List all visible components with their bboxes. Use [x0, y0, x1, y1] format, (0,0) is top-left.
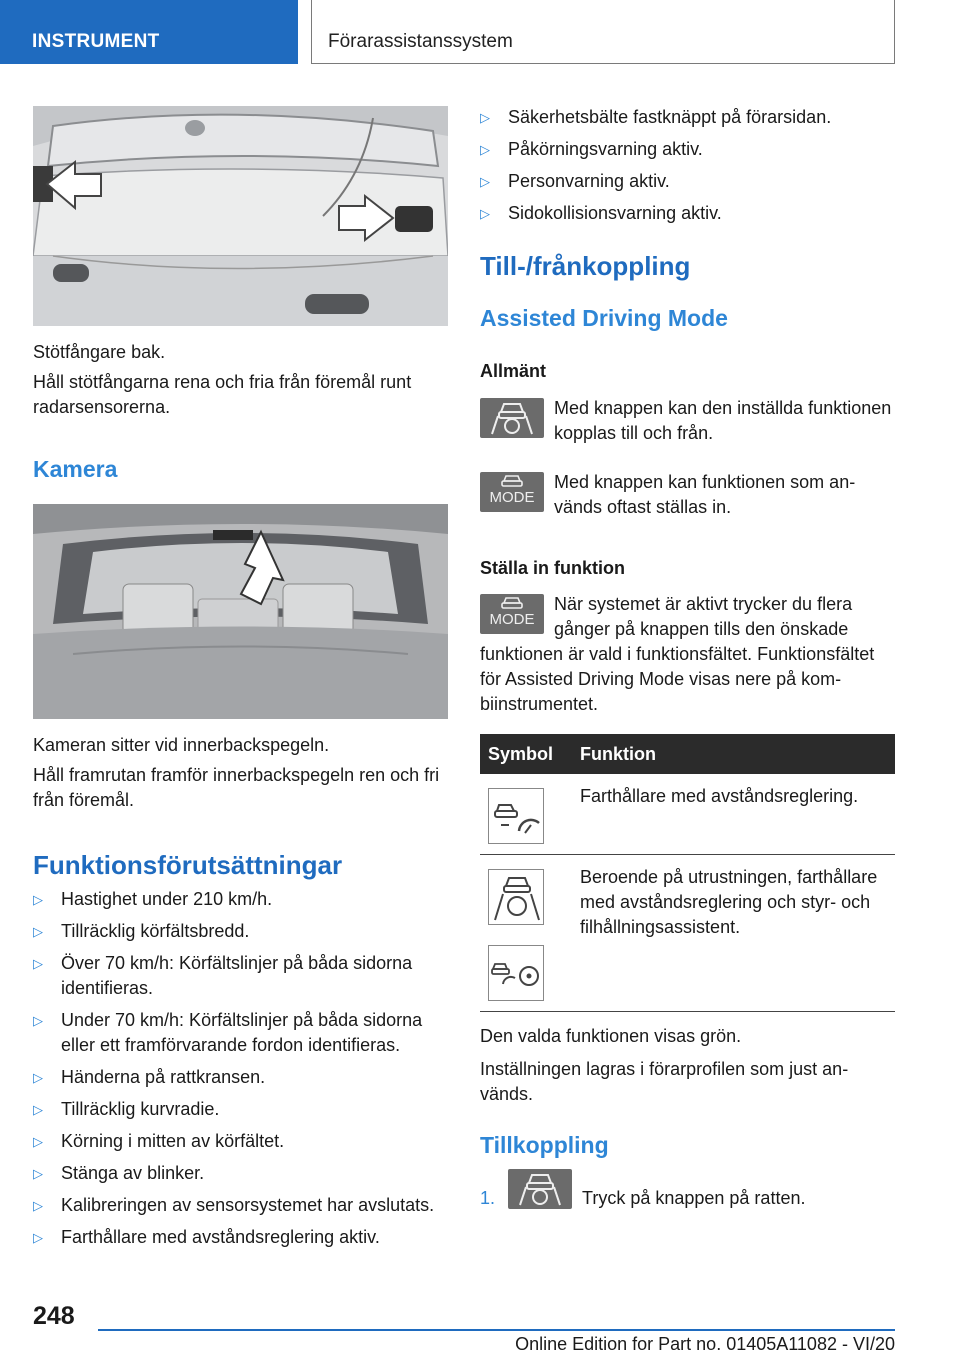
list-item: ▷ Farthållare med avståndsreglering aktiv.	[33, 1225, 448, 1250]
bullet-triangle-icon: ▷	[33, 892, 43, 907]
footer-divider	[98, 1329, 895, 1331]
set-function-text-a: När systemet är aktivt trycker du flera gånger på knappen tills den önskade	[554, 594, 853, 639]
general-heading: Allmänt	[480, 361, 547, 381]
bullet-triangle-icon: ▷	[33, 1166, 43, 1181]
camera-photo	[33, 504, 448, 719]
table-header-function: Funktion	[572, 734, 895, 774]
bumper-caption: Stötfångare bak.	[33, 342, 166, 362]
list-item: ▷ Tillräcklig körfältsbredd.	[33, 919, 448, 944]
bumper-text: Håll stötfångarna rena och fria från föremål runt radarsensorerna.	[33, 372, 412, 417]
step-number: 1.	[480, 1188, 496, 1208]
assist-steering-button-icon	[480, 398, 544, 438]
steering-lane-assist-icon	[488, 869, 544, 925]
list-item: ▷ Säkerhetsbälte fastknäppt på förarsidan.	[480, 105, 895, 130]
assist-steering-button-icon	[508, 1169, 572, 1209]
list-item: ▷ Hastighet under 210 km/h.	[33, 887, 448, 912]
set-function-heading: Ställa in funktion	[480, 558, 626, 578]
mode-label: MODE	[489, 489, 535, 506]
table-row	[480, 774, 895, 855]
camera-heading: Kamera	[33, 456, 118, 482]
list-item: ▷ Körning i mitten av körfältet.	[33, 1129, 448, 1154]
table-row	[480, 855, 895, 1012]
adm-heading: Assisted Driving Mode	[480, 305, 728, 331]
cruise-steering-assist-icon	[488, 945, 544, 1001]
bullet-triangle-icon: ▷	[33, 924, 43, 939]
bullet-triangle-icon: ▷	[33, 1102, 43, 1117]
chapter-title: Förarassistanssystem	[311, 0, 895, 64]
general-text-1: Med knappen kan den inställda funktionen kopplas till och från.	[554, 398, 892, 443]
prereq-list-right	[480, 105, 895, 233]
page-number: 248	[33, 1302, 75, 1330]
mode-label: MODE	[489, 611, 535, 628]
bullet-triangle-icon: ▷	[33, 1070, 43, 1085]
list-item: ▷ Tillräcklig kurvradie.	[33, 1097, 448, 1122]
list-item: ▷ Stänga av blinker.	[33, 1161, 448, 1186]
prereq-heading: Funktionsförutsättningar	[33, 850, 343, 880]
table-cell-function: Farthållare med avståndsreglering.	[572, 774, 895, 855]
bullet-triangle-icon: ▷	[33, 1198, 43, 1213]
camera-caption: Kameran sitter vid innerbackspegeln.	[33, 735, 330, 755]
table-cell-function: Beroende på utrustningen, farthållare med avståndsreglering och styr- och filhållningsassistent.	[572, 855, 895, 1012]
bullet-triangle-icon: ▷	[480, 142, 490, 157]
onoff-heading: Till-/frånkoppling	[480, 251, 691, 281]
list-item: ▷ Kalibreringen av sensorsystemet har avslutats.	[33, 1193, 448, 1218]
symbol-table	[480, 734, 895, 1012]
set-function-text-b: funktionen är vald i funktionsfältet. Funktionsfältet för Assisted Driving Mode visas nere på kombiinstrumentet.	[480, 644, 875, 714]
shown-green-text: Den valda funktionen visas grön.	[480, 1026, 742, 1046]
rear-bumper-photo	[33, 106, 448, 326]
bullet-triangle-icon: ▷	[480, 174, 490, 189]
cruise-control-distance-icon	[488, 788, 544, 844]
mode-button-icon	[480, 594, 544, 634]
camera-text: Håll framrutan framför innerbackspegeln ren och fri från föremål.	[33, 765, 440, 810]
bullet-triangle-icon: ▷	[480, 206, 490, 221]
bullet-triangle-icon: ▷	[33, 1013, 43, 1028]
list-item: ▷ Personvarning aktiv.	[480, 169, 895, 194]
bullet-triangle-icon: ▷	[33, 1230, 43, 1245]
prereq-list-left	[33, 887, 448, 1257]
table-header-symbol: Symbol	[480, 734, 572, 774]
list-item: ▷ Över 70 km/h: Körfältslinjer på båda sidorna identifieras.	[33, 953, 413, 998]
mode-button-icon	[480, 472, 544, 512]
bullet-triangle-icon: ▷	[480, 110, 490, 125]
list-item: ▷ Påkörningsvarning aktiv.	[480, 137, 895, 162]
edition-text: Online Edition for Part no. 01405A11082 - VI/20	[515, 1334, 895, 1354]
bullet-triangle-icon: ▷	[33, 956, 43, 971]
saved-text: Inställningen lagras i förarprofilen som just används.	[480, 1059, 849, 1104]
list-item: ▷ Händerna på rattkransen.	[33, 1065, 448, 1090]
step-text: Tryck på knappen på ratten.	[582, 1188, 806, 1208]
general-text-2: Med knappen kan funktionen som används oftast ställas in.	[554, 472, 856, 517]
activation-heading: Tillkoppling	[480, 1132, 609, 1158]
list-item: ▷ Sidokollisionsvarning aktiv.	[480, 201, 895, 226]
list-item: ▷ Under 70 km/h: Körfältslinjer på båda sidorna eller ett framförvarande fordon identifieras.	[33, 1010, 423, 1055]
bullet-triangle-icon: ▷	[33, 1134, 43, 1149]
section-tab: INSTRUMENT	[0, 0, 298, 64]
